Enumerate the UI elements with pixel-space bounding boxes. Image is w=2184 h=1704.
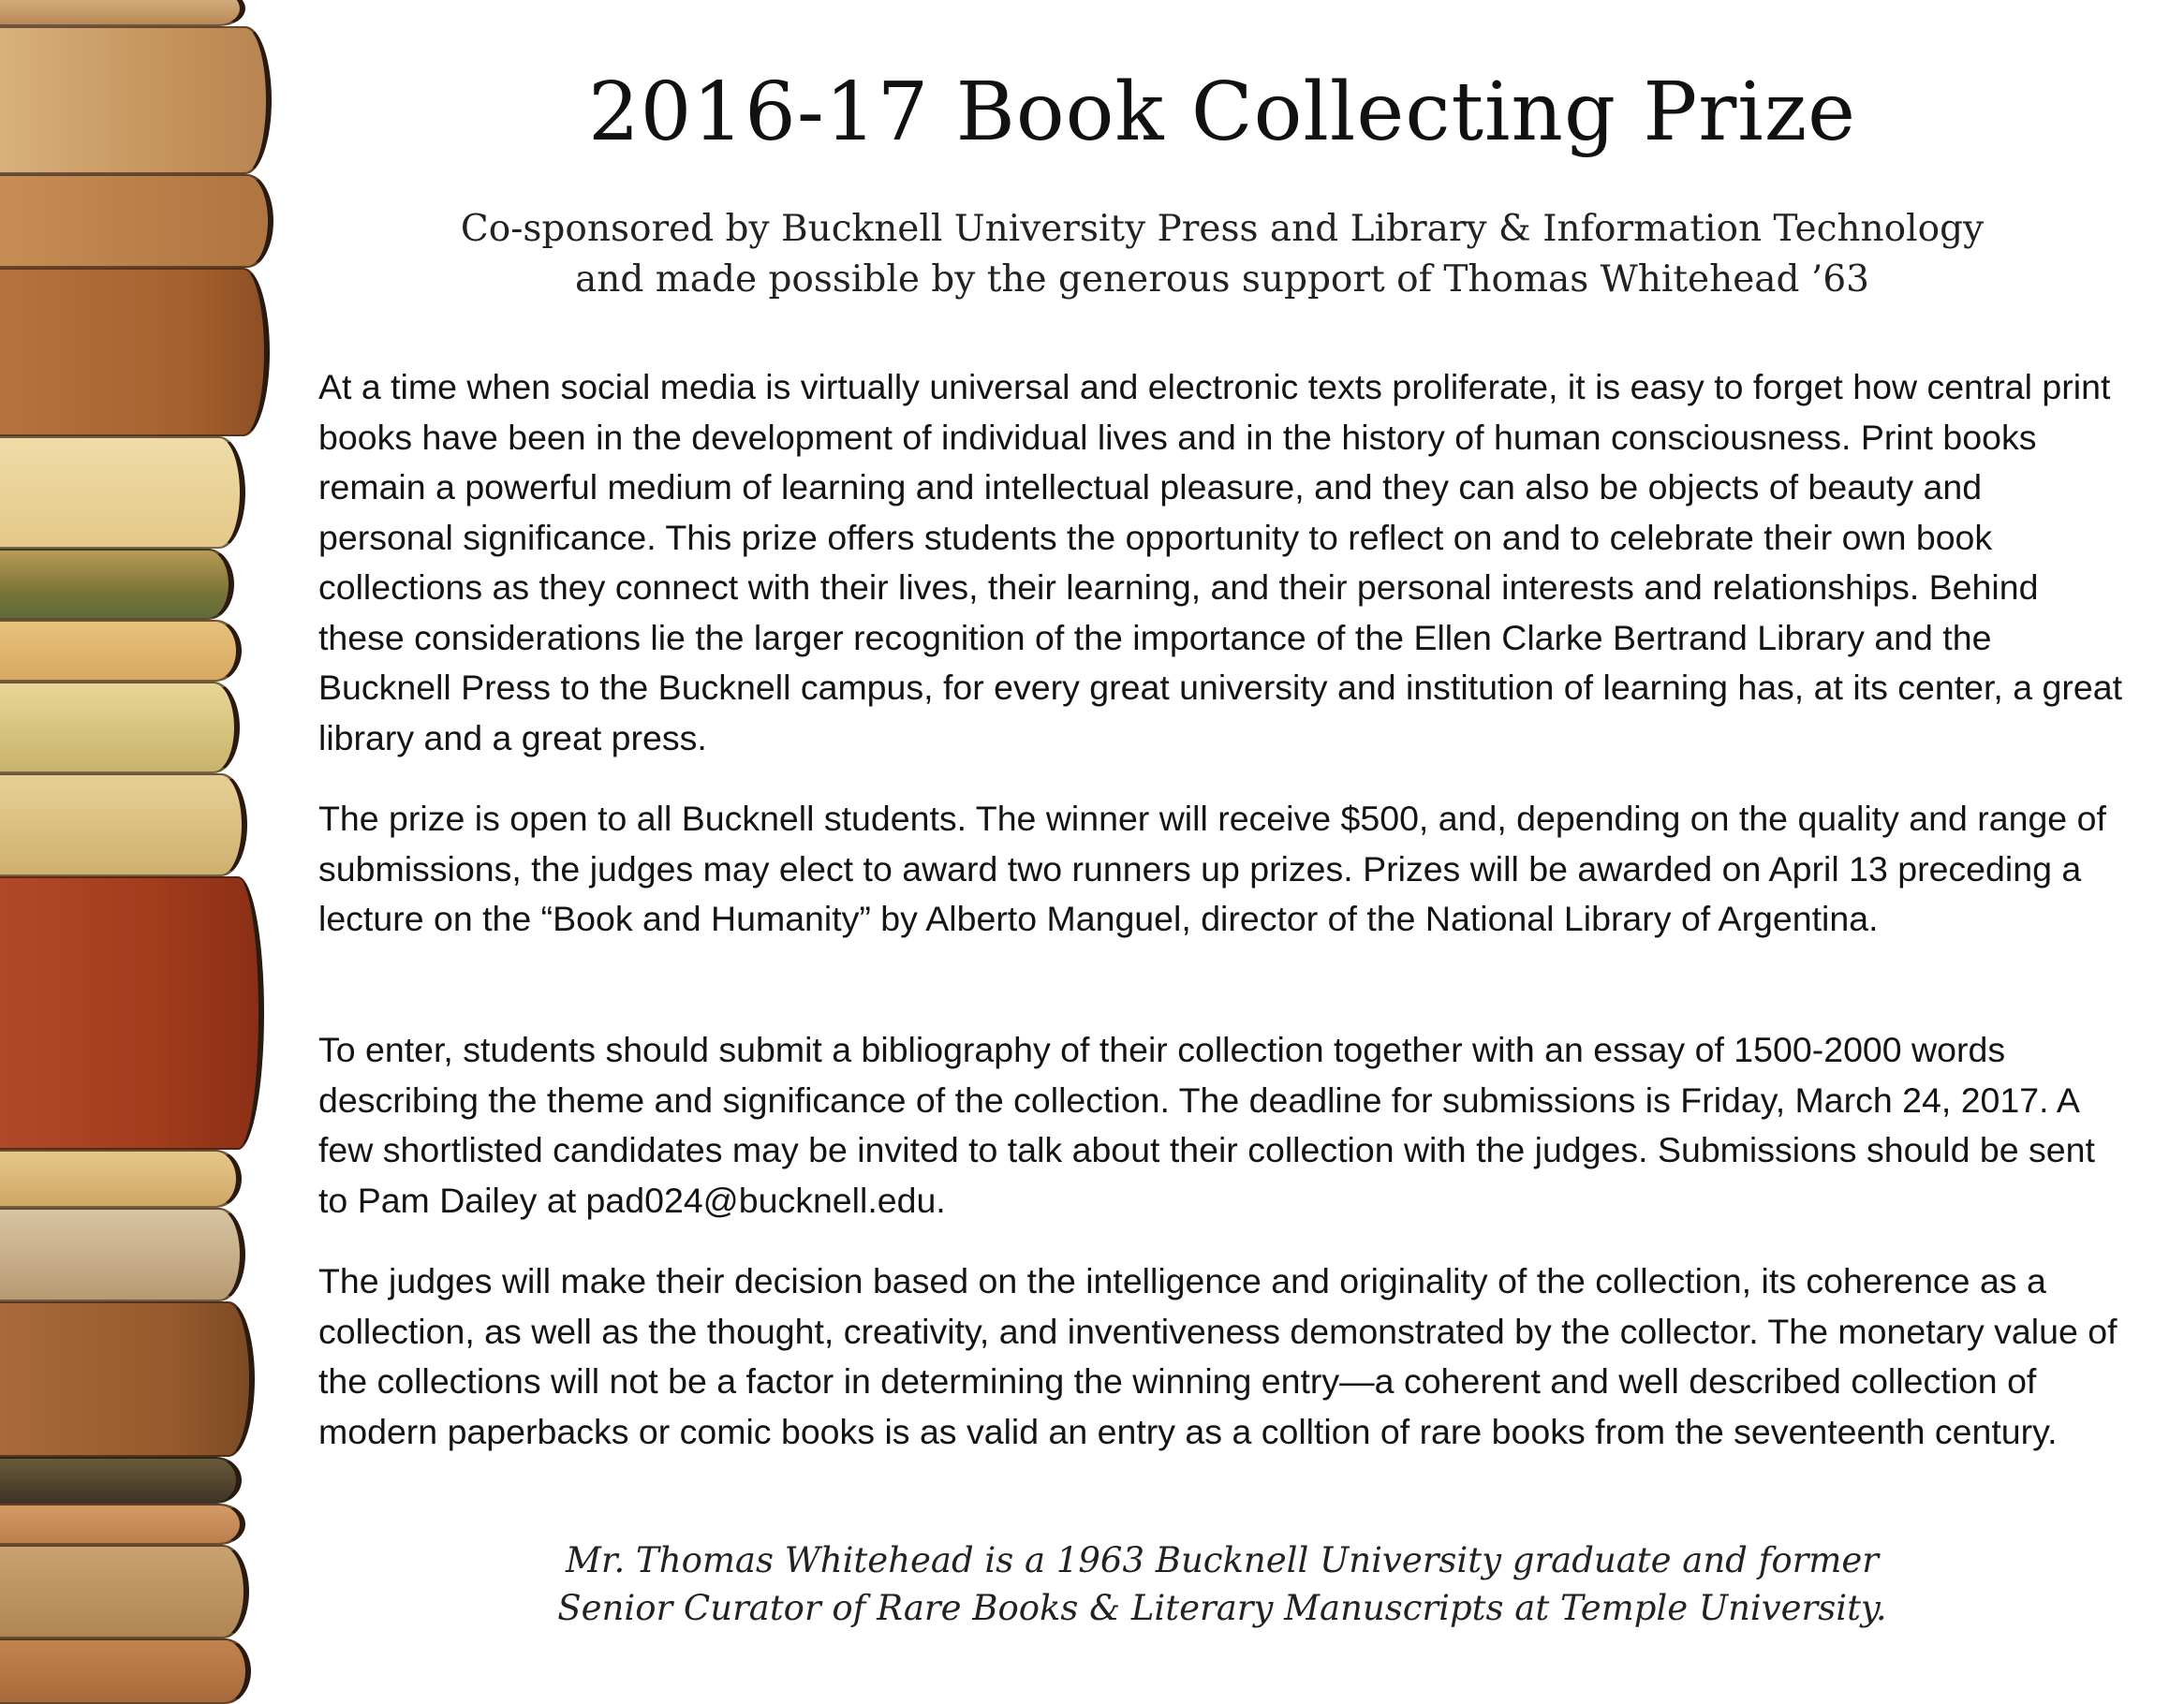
book-spine — [0, 0, 245, 26]
book-stack-image — [0, 0, 281, 1687]
body-paragraph: The prize is open to all Bucknell students. The winner will receive $500, and, depending on the quality and range of submissions, the judges may elect to award two runners up prizes. Prizes will be awarded on April 13 preceding a lecture on the “Book and Humanity” by Alberto Manguel, director of the National Library of Argentina. — [318, 799, 2106, 938]
footer-note: Mr. Thomas Whitehead is a 1963 Bucknell University graduate and former — [566, 1540, 1879, 1580]
book-spine — [0, 876, 264, 1150]
body-paragraph: At a time when social media is virtually universal and electronic texts proliferate, it is easy to forget how central print books have been in the development of individual lives and in the history of human consciousness. Print books remain a powerful medium of learning and intellectual pleasure, and they can also be objects of beauty and personal significance. This prize offers students the opportunity to reflect on and to celebrate their own book collections as they connect with their lives, their learning, and their personal interests and relationships. Behind these considerations lie the larger recognition of the importance of the Ellen Clarke Bertrand Library and the Bucknell Press to the Bucknell campus, for every great university and institution of learning has, at its center, a great library and a great press. — [318, 367, 2122, 757]
book-spine — [0, 1150, 242, 1208]
book-spine — [0, 773, 247, 876]
book-spine — [0, 549, 234, 620]
book-spine — [0, 620, 242, 682]
book-spine — [0, 268, 270, 436]
book-spine — [0, 436, 245, 549]
page-title: 2016-17 Book Collecting Prize — [587, 66, 1857, 159]
book-spine — [0, 1457, 242, 1504]
body-paragraph: To enter, students should submit a bibliography of their collection together with an essay of 1500-2000 words describing the theme and significance of the collection. The deadline for submissions is Friday, March 24, 2017. A few shortlisted candidates may be invited to talk about their collection with the judges. Submissions should be sent to Pam Dailey at pad024@bucknell.edu. — [318, 1030, 2095, 1220]
book-spine — [0, 174, 273, 268]
book-spine — [0, 26, 272, 174]
footer-note: Senior Curator of Rare Books & Literary Manuscripts at Temple University. — [557, 1588, 1887, 1628]
book-spine — [0, 682, 240, 773]
subtitle-line: Co-sponsored by Bucknell University Press and Library & Information Technology — [460, 208, 1985, 250]
subtitle-line: and made possible by the generous support of Thomas Whitehead ’63 — [575, 258, 1869, 301]
book-spine — [0, 1208, 245, 1301]
flyer-content — [318, 0, 2126, 1687]
book-spine — [0, 1545, 249, 1638]
book-spine — [0, 1301, 255, 1457]
body-paragraph: The judges will make their decision based on the intelligence and originality of the collection, its coherence as a collection, as well as the thought, creativity, and inventiveness demonstrated by the collector. The monetary value of the collections will not be a factor in determining the winning entry—a coherent and well described collection of modern paperbacks or comic books is as valid an entry as a colltion of rare books from the seventeenth century. — [318, 1261, 2118, 1451]
book-spine — [0, 1504, 245, 1545]
book-spine — [0, 1638, 251, 1704]
